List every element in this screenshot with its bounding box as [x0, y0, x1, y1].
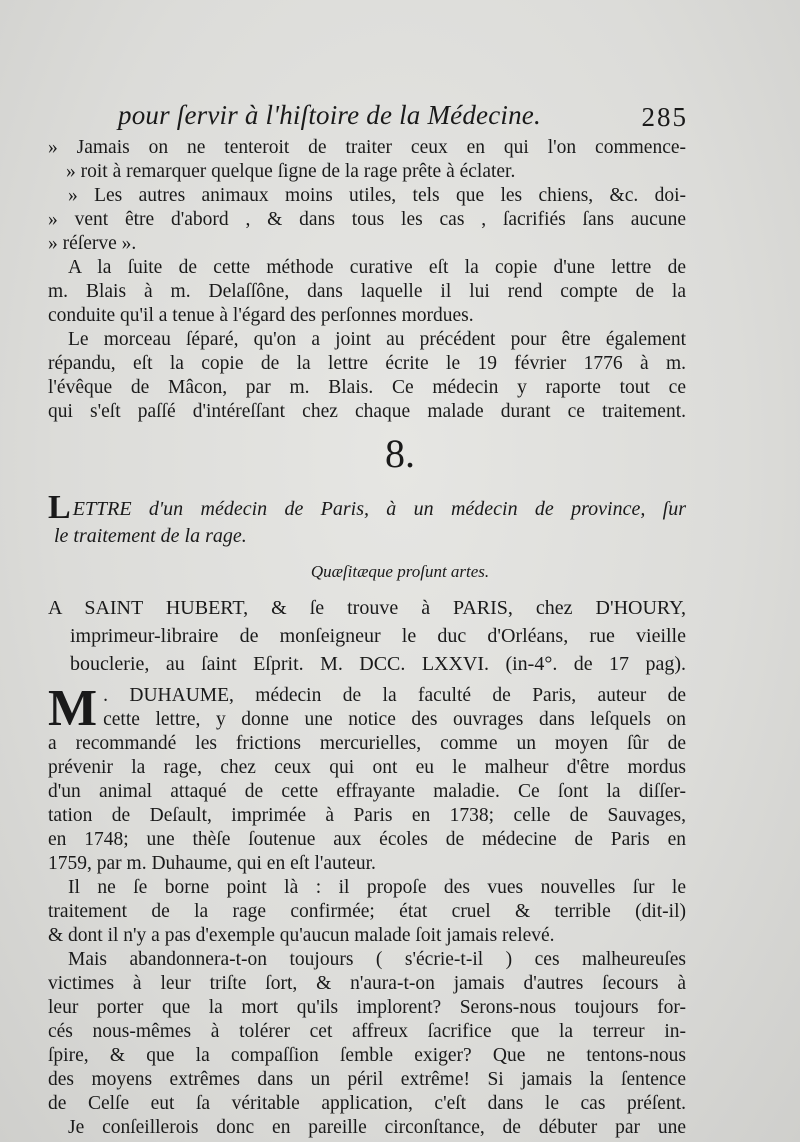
intro-paragraphs	[48, 136, 686, 424]
title-drop-cap: L	[48, 489, 71, 526]
text-line: a recommandé les frictions mercurielles, comme un moyen ſûr de	[48, 733, 686, 754]
text-line: Le morceau ſéparé, qu'on a joint au précédent pour être également	[68, 329, 686, 350]
text-line: » Jamais on ne tenteroit de traiter ceux en qui l'on commence-	[48, 137, 686, 158]
text-line: » Les autres animaux moins utiles, tels que les chiens, &c. doi-	[68, 185, 686, 206]
epigraph: Quæſitæque proſunt artes.	[310, 562, 490, 581]
text-line: en 1748; une thèſe ſoutenue aux écoles de médecine de Paris en	[48, 829, 686, 850]
text-line: victimes à leur triſte ſort, & n'aura-t-on jamais d'autres ſecours à	[48, 973, 686, 994]
text-line: » roit à remarquer quelque ſigne de la rage prête à éclater.	[66, 161, 516, 182]
text-line: des moyens extrêmes dans un péril extrême! Si jamais la ſentence	[48, 1069, 686, 1090]
text-line: ſpire, & que la compaſſion ſemble exiger? Que ne tentons-nous	[48, 1045, 686, 1066]
running-title: pour ſervir à l'hiſtoire de la Médecine.	[118, 100, 541, 130]
body-drop-cap: M	[48, 680, 98, 737]
letter-title	[48, 489, 686, 550]
text-line: répandu, eſt la copie de la lettre écrite le 19 février 1776 à m.	[48, 353, 686, 374]
first-line-text: . DUHAUME, médecin de la faculté de Paris, auteur de	[103, 685, 686, 706]
section-number: 8.	[385, 431, 415, 476]
text-line: & dont il n'y a pas d'exemple qu'aucun malade ſoit jamais relevé.	[48, 925, 555, 946]
text-line: cette lettre, y donne une notice des ouvrages dans leſquels on	[103, 709, 686, 730]
imprint-line: imprimeur-libraire de monſeigneur le duc d'Orléans, rue vieille	[70, 625, 686, 647]
imprint-line: A SAINT HUBERT, & ſe trouve à PARIS, chez D'HOURY,	[48, 597, 686, 619]
imprint-line: bouclerie, au ſaint Eſprit. M. DCC. LXXVI. (in-4°. de 17 pag).	[70, 653, 686, 675]
text-line: conduite qu'il a tenue à l'égard des perſonnes mordues.	[48, 305, 474, 326]
text-line: l'évêque de Mâcon, par m. Blais. Ce médecin y raporte tout ce	[48, 377, 686, 398]
text-line: tation de Deſault, imprimée à Paris en 1738; celle de Sauvages,	[48, 805, 686, 826]
text-line: Mais abandonnera-t-on toujours ( s'écrie-t-il ) ces malheureuſes	[68, 949, 686, 970]
text-line: de Celſe eut ſa véritable application, c'eſt dans le cas préſent.	[48, 1093, 686, 1114]
text-line: leur porter que la mort qu'ils implorent? Serons-nous toujours for-	[48, 997, 686, 1018]
imprint	[48, 594, 686, 678]
text-line: m. Blais à m. Delaſſône, dans laquelle il lui rend compte de la	[48, 281, 686, 302]
text-line: A la ſuite de cette méthode curative eſt la copie d'une lettre de	[68, 257, 686, 278]
text-line: Je conſeillerois donc en pareille circonſtance, de débuter par une	[68, 1117, 686, 1138]
text-line: Il ne ſe borne point là : il propoſe des vues nouvelles ſur le	[68, 877, 686, 898]
title-text: ETTRE d'un médecin de Paris, à un médecin de province, ſur	[72, 498, 686, 520]
page-header	[118, 100, 688, 136]
text-line: d'un animal attaqué de cette effrayante maladie. Ce ſont la diſſer-	[48, 781, 686, 802]
title-line: le traitement de la rage.	[54, 525, 247, 547]
text-line: 1759, par m. Duhaume, qui en eſt l'auteur.	[48, 853, 376, 874]
page-number: 285	[641, 102, 688, 132]
text-line: prévenir la rage, chez ceux qui ont eu le malheur d'être mordus	[48, 757, 686, 778]
title-line	[48, 489, 686, 526]
body-text	[48, 680, 686, 1140]
text-line: qui s'eſt paſſé d'intéreſſant chez chaque malade durant ce traitement.	[48, 401, 686, 422]
text-line: » vent être d'abord , & dans tous les cas , ſacrifiés ſans aucune	[48, 209, 686, 230]
text-line: traitement de la rage confirmée; état cruel & terrible (dit-il)	[48, 901, 686, 922]
text-line: » réſerve ».	[48, 233, 137, 254]
text-line: cés nous-mêmes à tolérer cet affreux ſacrifice que la terreur in-	[48, 1021, 686, 1042]
